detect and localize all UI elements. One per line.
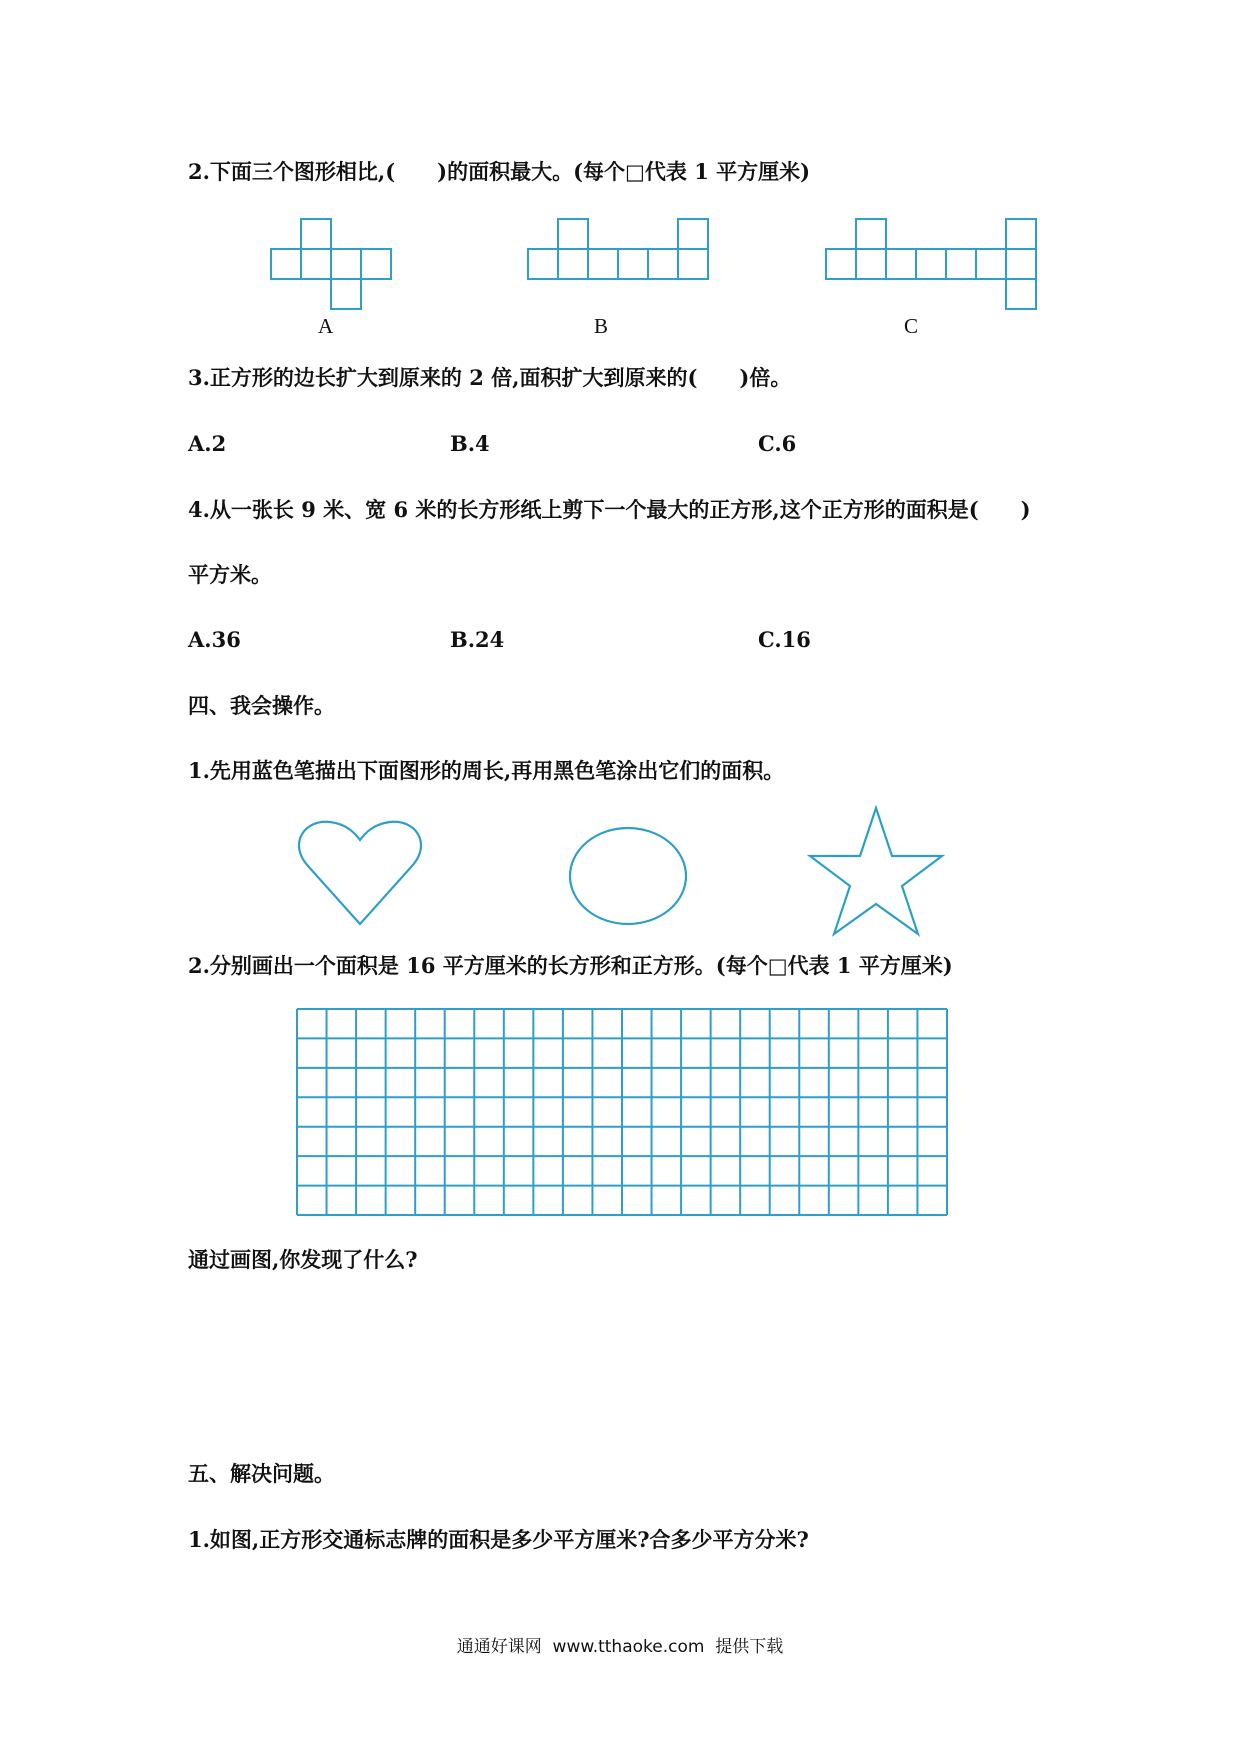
figure-cell: [856, 249, 886, 279]
question-4-option-c: C.16: [758, 627, 811, 652]
star-shape: [806, 806, 946, 936]
figure-b-grid-shape: [526, 217, 710, 281]
section-5-title: 五、解决问题。: [188, 1461, 335, 1486]
figure-cell: [558, 249, 588, 279]
question-3-option-c: C.6: [758, 431, 797, 456]
figure-cell: [826, 249, 856, 279]
figure-cell: [886, 249, 916, 279]
figure-cell: [678, 219, 708, 249]
figure-cell: [361, 249, 391, 279]
question-4-option-a: A.36: [188, 627, 241, 652]
figure-cell: [331, 279, 361, 309]
question-3-text: 3.正方形的边长扩大到原来的 2 倍,面积扩大到原来的( )倍。: [188, 365, 792, 390]
figure-cell: [856, 219, 886, 249]
figure-cell: [301, 219, 331, 249]
ellipse-shape: [568, 826, 688, 926]
figure-cell: [648, 249, 678, 279]
figure-cell: [588, 249, 618, 279]
figure-cell: [618, 249, 648, 279]
figure-cell: [678, 249, 708, 279]
figure-cell: [976, 249, 1006, 279]
figure-c-grid-shape: [824, 217, 1038, 311]
section-5-question-1-text: 1.如图,正方形交通标志牌的面积是多少平方厘米?合多少平方分米?: [188, 1527, 809, 1552]
question-3-option-b: B.4: [450, 431, 490, 456]
figure-cell: [946, 249, 976, 279]
figure-cell: [528, 249, 558, 279]
figure-b-label: B: [594, 314, 609, 338]
footer-source: 通通好课网 www.tthaoke.com 提供下载: [456, 1637, 784, 1657]
figure-cell: [916, 249, 946, 279]
question-4-text-line2: 平方米。: [188, 562, 272, 587]
ellipse-outline: [570, 828, 686, 924]
section-4-question-2-text: 2.分别画出一个面积是 16 平方厘米的长方形和正方形。(每个□代表 1 平方厘米): [188, 953, 953, 978]
question-3-option-a: A.2: [188, 431, 227, 456]
figure-a-grid-shape: [269, 217, 393, 311]
figure-cell: [1006, 279, 1036, 309]
question-4-text-line1: 4.从一张长 9 米、宽 6 米的长方形纸上剪下一个最大的正方形,这个正方形的面积是( ): [188, 497, 1031, 522]
section-4-title: 四、我会操作。: [188, 693, 335, 718]
figure-cell: [1006, 249, 1036, 279]
figure-cell: [331, 249, 361, 279]
figure-cell: [301, 249, 331, 279]
heart-shape: [296, 814, 426, 930]
question-2-text: 2.下面三个图形相比,( )的面积最大。(每个□代表 1 平方厘米): [188, 159, 811, 184]
heart-outline: [299, 822, 421, 924]
star-outline: [810, 808, 942, 934]
figure-cell: [1006, 219, 1036, 249]
figure-cell: [271, 249, 301, 279]
question-4-option-b: B.24: [450, 627, 505, 652]
section-4-question-1-text: 1.先用蓝色笔描出下面图形的周长,再用黑色笔涂出它们的面积。: [188, 758, 785, 783]
drawing-grid[interactable]: [296, 1008, 948, 1216]
section-4-question-2-followup: 通过画图,你发现了什么?: [188, 1247, 418, 1272]
figure-cell: [558, 219, 588, 249]
figure-a-label: A: [318, 314, 334, 338]
figure-c-label: C: [904, 314, 919, 338]
